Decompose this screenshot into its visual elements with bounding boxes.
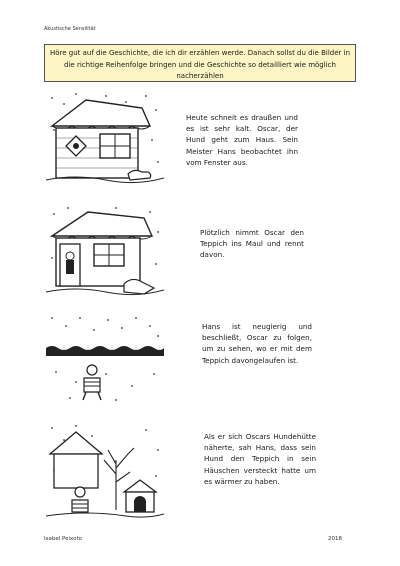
illustration-hans-follows [46,312,164,408]
story-text-1: Heute schneit es draußen und es ist sehr kalt. Oscar, der Hund geht zum Haus. Sein Meister Hans beobachtet ihn vom Fenster aus. [186,113,298,167]
footer-author: Isabel Peixoto [44,536,83,542]
illustration-dog-takes-carpet [46,204,164,302]
footer-year: 2018 [328,536,342,542]
illustration-house-window [46,90,164,188]
story-text-3: Hans ist neugierig und beschließt, Oscar zu folgen, um zu sehen, wo er mit dem Teppich davongelaufen ist. [202,322,312,365]
header-label: Akustische Sensilität [44,26,96,32]
illustration-dog-house [46,420,164,520]
story-text-2: Plötzlich nimmt Oscar den Teppich ins Maul und rennt davon. [200,228,304,260]
instruction-box: Höre gut auf die Geschichte, die ich dir erzählen werde. Danach sollst du die Bilder in die richtige Reihenfolge bringen und die Geschichte so detailliert wie möglich nacherzählen [44,44,356,82]
story-text-4: Als er sich Oscars Hundehütte näherte, sah Hans, dass sein Hund den Teppich in sein Häuschen versteckt hatte um es wärmer zu haben. [204,432,316,486]
